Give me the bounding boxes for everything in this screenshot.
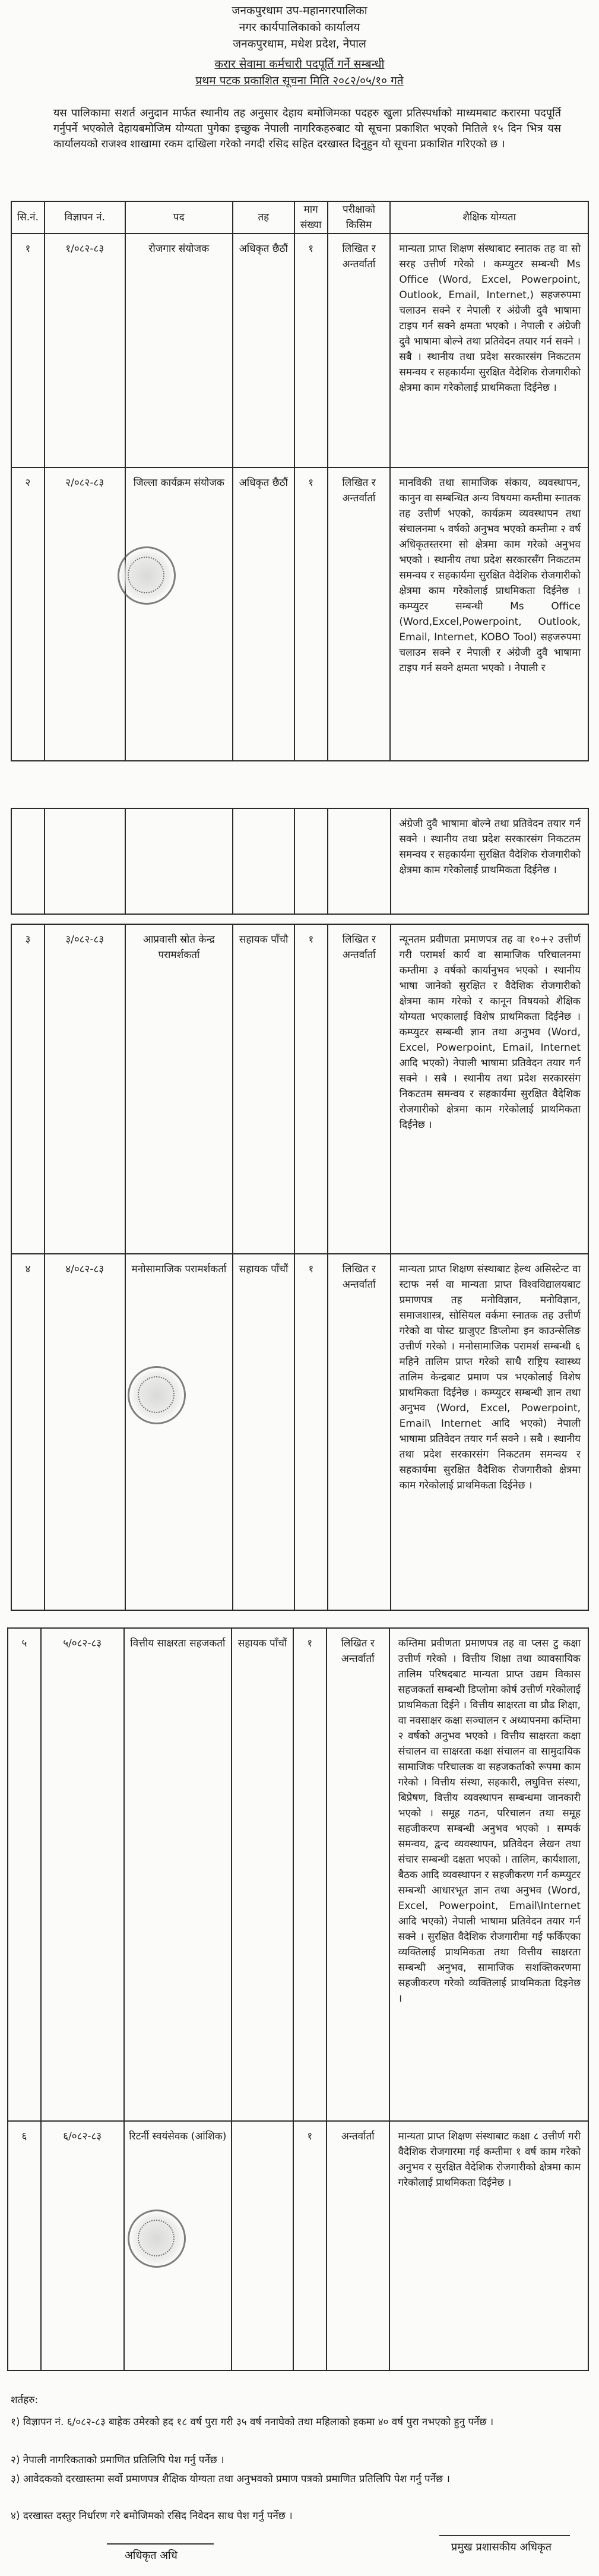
term-item: १) विज्ञापन नं. ६/०८२-८३ बाहेक उमेरको हद १८ वर्ष पुरा गरी ३५ वर्ष ननाघेको तथा महिलाको हकमा ४० वर्ष पुरा नभएको हुनु पर्नेछ । [11,2416,494,2428]
row-ad-no: ५/०८२-८३ [41,1628,124,2121]
row-post: मनोसामाजिक परामर्शकर्ता [125,1254,233,1610]
term-item: ३) आवेदकको दरखास्तमा सर्वो प्रमाणपत्र शैक्षिक योग्यता तथा अनुभवको प्रमाण पत्रको प्रमाणित प्रतिलिपि पेश गर्नु पर्नेछ । [11,2473,450,2485]
row-level: अधिकृत छैठौं [233,233,294,467]
row-ad-no: ४/०८२-८३ [45,1254,125,1610]
office-stamp [128,2210,186,2268]
header-ad-no: विज्ञापन नं. [45,201,125,233]
table-row [8,1628,588,2121]
row-count: १ [294,467,328,761]
posts-table [11,201,589,761]
table-row [11,1254,588,1610]
table-row [11,233,588,467]
row-sn: १ [11,233,45,467]
table-row [11,924,588,1254]
executive-office: नगर कार्यपालिकाको कार्यालय [239,21,360,34]
term-item: २) नेपाली नागरिकताको प्रमाणित प्रतिलिपि पेश गर्नु पर्नेछ । [11,2454,224,2466]
row-count: १ [294,1254,328,1610]
table-row-continued [11,808,588,914]
row-post: रिटर्नी स्वयंसेवक (आंशिक) [124,2121,232,2370]
row-level: सहायक पाँचौं [232,1628,293,2121]
office-name: जनकपुरधाम उप-महानगरपालिका [232,4,367,17]
office-address: जनकपुरधाम, मधेश प्रदेश, नेपाल [233,37,366,50]
row-ad-no: ३/०८२-८३ [45,924,125,1254]
header-qualification: शैक्षिक योग्यता [390,201,588,233]
row-exam: लिखित र अन्तर्वार्ता [328,924,391,1254]
row-level [232,2121,293,2370]
notice-subject: करार सेवामा कर्मचारी पदपूर्ति गर्ने सम्बन्धी [214,58,385,71]
row-exam: अन्तर्वार्ता [327,2121,389,2370]
row-post: वित्तीय साक्षरता सहजकर्ता [124,1628,232,2121]
row-post: रोजगार संयोजक [125,233,233,467]
intro-paragraph: यस पालिकामा सशर्त अनुदान मार्फत स्थानीय तह अनुसार देहाय बमोजिमका पदहरु खुला प्रतिस्पर्धाको माध्यमबाट करारमा पदपूर्ति गर्नुपर्ने भएकोले देहायबमोजिम योग्यता पुगेका इच्छुक नेपाली नागरिकहरुबाट यो सूचना प्रकाशित भएको मितिले १५ दिन भित्र यस कार्यालयको राजश्व शाखामा रकम दाखिला गरेको नगदी रसिद सहित दरखास्त दिनुहुन यो सूचना प्रकाशित गरिएको छ । [53,107,561,150]
row-count: १ [294,233,328,467]
header-sn: सि.नं. [11,201,45,233]
row-count: १ [293,1628,327,2121]
signature-right: प्रमुख प्रशासकीय अधिकृत [451,2541,552,2553]
row-exam: लिखित र अन्तर्वार्ता [328,467,391,761]
header-count: माग संख्या [294,201,328,233]
row-level: अधिकृत छैठौं [233,467,294,761]
term-item: ४) दरखास्त दस्तुर निर्धारण गरे बमोजिमको रसिद निवेदन साथ पेश गर्नु पर्नेछ । [11,2510,293,2522]
row-sn: ३ [11,924,45,1254]
row-qualification-continued: अंग्रेजी दुवै भाषामा बोल्ने तथा प्रतिवेदन तयार गर्न सक्ने । स्थानीय तथा प्रदेश सरकारसंग निकटतम समन्वय र सहकार्यमा सुरक्षित वैदेशिक रोजगारीको क्षेत्रमा काम गरेकोलाई प्राथमिकता दिईनेछ । [391,808,588,914]
signature-line-left [107,2543,214,2545]
row-post: जिल्ला कार्यक्रम संयोजक [125,467,233,761]
header-exam: परीक्षाको किसिम [328,201,391,233]
row-qualification: मानविकी तथा सामाजिक संकाय, व्यवस्थापन, कानुन वा सम्बन्धित अन्य विषयमा कम्तीमा स्नातक तह उत्तीर्ण भएको, कार्यक्रम व्यवस्थापन तथा संचालनमा ५ वर्षको अनुभव भएको कम्तीमा २ वर्ष अधिकृतस्तरमा सो क्षेत्रमा काम गरेको अनुभव भएको । स्थानीय तथा प्रदेश सरकारसँग निकटतम समन्वय र सहकार्यमा सुरक्षित वैदेशिक रोजगारीको क्षेत्रमा काम गरेकोलाई प्राथमिकता दिईनेछ । कम्प्युटर सम्बन्धी Ms Office (Word,Excel,Powerpoint, Outlook, Email, Internet, KOBO Tool) सहजरुपमा चलाउन सक्ने र नेपाली र अंग्रेजी दुवै भाषामा टाइप गर्न सक्ने क्षमता भएको । नेपाली र [390,467,588,761]
row-qualification: न्यूनतम प्रवीणता प्रमाणपत्र तह वा १०+२ उत्तीर्ण गरी परामर्श कार्य वा सामाजिक परिचालनमा कम्तीमा ३ वर्षको कार्यानुभव भएको । स्थानीय भाषा जानेको सुरक्षित र वैदेशिक रोजगारीको क्षेत्रमा काम गरेको र कानून विषयको शैक्षिक योग्यता भएकालाई विशेष प्राथमिकता दिईनेछ । कम्प्युटर सम्बन्धी ज्ञान तथा अनुभव (Word, Excel, Powerpoint, Email, Internet आदि भएको) नेपाली भाषामा प्रतिवेदन तयार गर्न सक्ने । सबै । स्थानीय तथा प्रदेश सरकारसंग निकटतम समन्वय र सहकार्यमा सुरक्षित वैदेशिक रोजगारीको क्षेत्रमा काम गरेकोलाई प्राथमिकता दिईनेछ । [391,924,588,1254]
row-qualification: मान्यता प्राप्त शिक्षण संस्थाबाट कक्षा ८ उत्तीर्ण गरी वैदेशिक रोजगारमा गई कम्तीमा १ वर्ष काम गरेको अनुभव र सुरक्षित वैदेशिक रोजगारीको क्षेत्रमा काम गरेकोलाई प्राथमिकता दिईनेछ । [389,2121,588,2370]
row-exam: लिखित र अन्तर्वार्ता [327,1628,389,2121]
row-ad-no: १/०८२-८३ [45,233,125,467]
row-sn: ५ [8,1628,41,2121]
signature-left: अधिकृत अधि [125,2549,178,2562]
row-ad-no: २/०८२-८३ [45,467,125,761]
header-post: पद [125,201,233,233]
table-row [11,467,588,761]
posts-table-part2 [11,924,589,1611]
signature-line-right [439,2535,570,2536]
office-stamp [118,546,176,605]
table-header-row [11,201,588,233]
row-qualification: कम्तिमा प्रवीणता प्रमाणपत्र तह वा प्लस टु कक्षा उत्तीर्ण गरेको । वित्तीय शिक्षा तथा व्यावसायिक तालिम परिषदबाट मान्यता प्राप्त उद्यम विकास सहजकर्ता सम्बन्धी डिप्लोमा कोर्ष उत्तीर्ण गरेकोलाई प्राथमिकता दिईने । वित्तीय साक्षरता वा प्रौढ शिक्षा, वा नवसाक्षर कक्षा सञ्चालन र अध्यापनमा कम्तिमा २ वर्षको अनुभव भएको । वित्तीय साक्षरता कक्षा संचालन वा साक्षरता कक्षा संचालन वा सामुदायिक सामाजिक परिचालक वा सहजकर्ताको रूपमा काम गरेको । वित्तीय संस्था, सहकारी, लघुवित्त संस्था, बिप्रेषण, वित्तीय व्यवस्थापन सम्बन्धमा जानकारी भएको । समूह गठन, परिचालन तथा समूह सहजीकरण सम्बन्धी अनुभव भएको । सम्पर्क समन्वय, द्वन्द व्यवस्थापन, प्रतिवेदन लेखन तथा संचार सम्बन्धी दक्षता भएको । तालिम, कार्यशाला, बैठक आदि व्यवस्थापन र सहजीकरण गर्न कम्प्युटर सम्बन्धी आधारभूत ज्ञान तथा अनुभव (Word, Excel, Powerpoint, Email\Internet आदि भएको) नेपाली भाषामा प्रतिवेदन तयार गर्न सक्ने । सुरक्षित वैदेशिक रोजगारीमा गई फर्किएका व्यक्तिलाई प्राथमिकता तथा वित्तीय साक्षरता सम्बन्धी अनुभव, सामाजिक सशक्तिकरणमा सहजीकरण गरेको व्यक्तिलाई प्राथमिकता दिइनेछ । [389,1628,588,2121]
row-level: सहायक पाँचौ [233,924,294,1254]
row-count: १ [294,924,328,1254]
row-sn: ६ [8,2121,41,2370]
row-qualification: मान्यता प्राप्त शिक्षण संस्थाबाट हेल्थ असिस्टेन्ट वा स्टाफ नर्स वा मान्यता प्राप्त विश्वविद्यालयबाट प्रमाणपत्र तह मनोविज्ञान, मनोविज्ञान, समाजशास्त्र, सोसियल वर्कमा स्नातक तह उत्तीर्ण गरेको वा पोस्ट ग्राजुएट डिप्लोमा इन काउन्सेलिङ उत्तीर्ण गरेको । मनोसामाजिक परामर्श सम्बन्धी ६ महिने तालिम प्राप्त गरेको साथै राष्ट्रिय स्वास्थ्य तालिम केन्द्रबाट प्रमाण पत्र भएकोलाई विशेष प्राथमिकता दिईनेछ । कम्प्युटर सम्बन्धी ज्ञान तथा अनुभव (Word, Excel, Powerpoint, Email\ Internet आदि भएको) नेपाली भाषामा प्रतिवेदन तयार गर्न सक्ने । सबै । स्थानीय तथा प्रदेश सरकारसंग निकटतम समन्वय र सहकार्यमा सुरक्षित वैदेशिक रोजगारीको क्षेत्रमा काम गरेकोलाई प्राथमिकता दिईनेछ । [391,1254,588,1610]
row-count: १ [293,2121,327,2370]
notice-date-line: प्रथम पटक प्रकाशित सूचना मिति २०८२/०५/१० गते [195,74,404,87]
posts-table-part3 [7,1627,589,2371]
office-stamp [128,1366,186,1424]
posts-table-continued [11,808,589,915]
row-ad-no: ६/०८२-८३ [41,2121,124,2370]
row-level: सहायक पाँचौं [233,1254,294,1610]
row-qualification: मान्यता प्राप्त शिक्षण संस्थाबाट स्नातक तह वा सो सरह उत्तीर्ण गरेको । कम्प्युटर सम्बन्धी Ms Office (Word, Excel, Powerpoint, Outlook, Email, Internet,) सहजरुपमा चलाउन सक्ने र नेपाली र अंग्रेजी दुवै भाषामा टाइप गर्न सक्ने क्षमता भएको । नेपाली र अंग्रेजी दुवै भाषामा बोल्ने तथा प्रतिवेदन तयार गर्न सक्ने । सबै । स्थानीय तथा प्रदेश सरकारसंग निकटतम समन्वय र सहकार्यमा सुरक्षित वैदेशिक रोजगारीको क्षेत्रमा काम गरेकोलाई प्राथमिकता दिईनेछ । [390,233,588,467]
row-sn: २ [11,467,45,761]
table-row [8,2121,588,2370]
row-sn: ४ [11,1254,45,1610]
row-exam: लिखित र अन्तर्वार्ता [328,233,391,467]
header-level: तह [233,201,294,233]
row-post: आप्रवासी स्रोत केन्द्र परामर्शकर्ता [125,924,233,1254]
terms-title: शर्तहरु: [11,2394,39,2406]
row-exam: लिखित र अन्तर्वार्ता [328,1254,391,1610]
